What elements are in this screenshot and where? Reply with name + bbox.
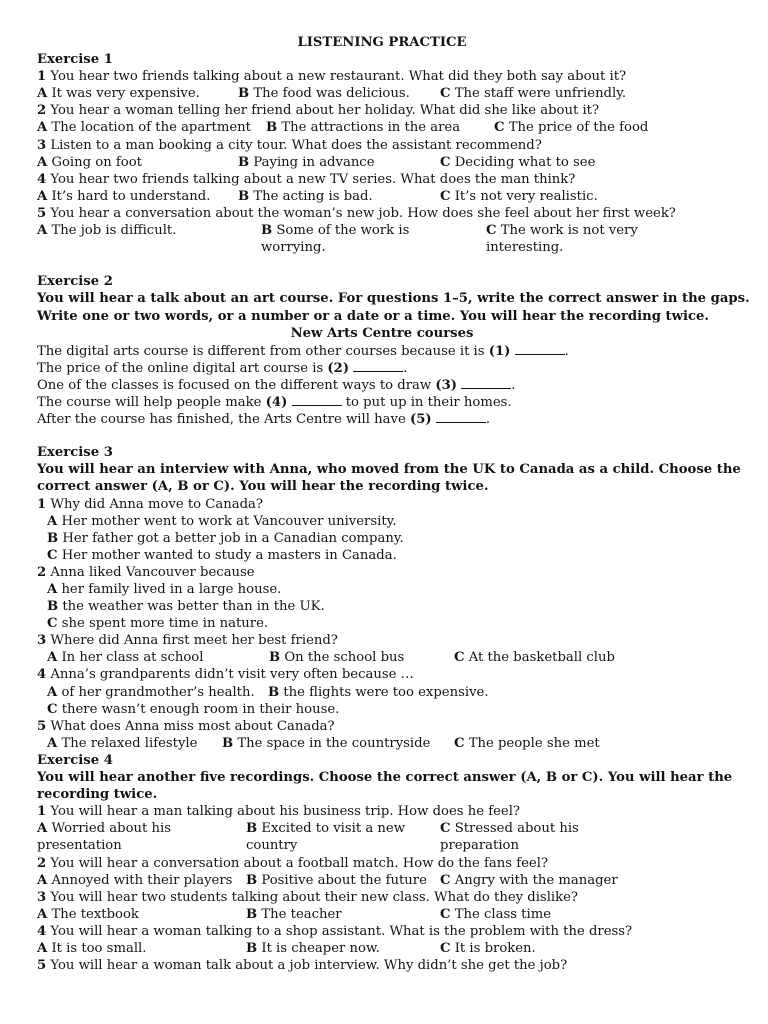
ex4-q5-question: 5 You will hear a woman talk about a job interview. Why didn’t she get the job?	[37, 958, 568, 974]
gap-1-input[interactable]	[515, 342, 565, 355]
option-a: A of her grandmother’s health.	[47, 684, 255, 700]
option-continuation: worrying.	[261, 240, 326, 256]
option-c: C The class time	[440, 906, 552, 922]
ex3-q1-option-b: B Her father got a better job in a Canadian company.	[47, 530, 404, 546]
option-b: B On the school bus	[269, 650, 405, 666]
ex3-q5-question: 5 What does Anna miss most about Canada?	[37, 718, 335, 734]
option-b: B The attractions in the area	[266, 120, 461, 136]
ex1-q2-options	[37, 119, 727, 136]
ex2-instructions-line2: Write one or two words, or a number or a date or a time. You will hear the recording twice.	[37, 308, 710, 324]
ex1-q3-options	[37, 154, 727, 171]
ex4-q2-options	[37, 872, 727, 889]
option-b: B the flights were too expensive.	[268, 684, 489, 700]
option-b: B It is cheaper now.	[246, 940, 380, 956]
ex3-q4-option-c: C there wasn’t enough room in their house.	[47, 701, 340, 717]
gap-3-input[interactable]	[461, 376, 511, 389]
option-b: B The acting is bad.	[238, 188, 373, 204]
ex4-instructions-line1: You will hear another five recordings. Choose the correct answer (A, B or C). You will hear the	[37, 770, 733, 786]
ex3-q2-option-c: C she spent more time in nature.	[47, 616, 269, 632]
ex2-instructions-line1: You will hear a talk about an art course. For questions 1–5, write the correct answer in the gaps.	[37, 291, 750, 307]
page-title: LISTENING PRACTICE	[297, 35, 467, 50]
ex4-q1-options-line2	[37, 837, 727, 854]
exercise-4-heading: Exercise 4	[37, 752, 113, 768]
ex3-q2-option-b: B the weather was better than in the UK.	[47, 599, 325, 615]
option-continuation: presentation	[37, 838, 122, 854]
ex3-q1-question: 1 Why did Anna move to Canada?	[37, 496, 263, 512]
ex3-q5-options	[37, 735, 727, 752]
ex1-q2-question: 2 You hear a woman telling her friend about her holiday. What did she like about it?	[37, 103, 600, 119]
ex4-q3-options	[37, 906, 727, 923]
option-a: A In her class at school	[47, 650, 204, 666]
ex3-q2-question: 2 Anna liked Vancouver because	[37, 564, 255, 580]
ex2-sentence-3: One of the classes is focused on the different ways to draw (3) .	[37, 377, 516, 393]
option-a: A It is too small.	[37, 940, 147, 956]
option-b: B Excited to visit a new	[246, 821, 405, 837]
ex4-q2-question: 2 You will hear a conversation about a football match. How do the fans feel?	[37, 855, 549, 871]
option-c: C It’s not very realistic.	[440, 188, 598, 204]
ex3-instructions-line1: You will hear an interview with Anna, who moved from the UK to Canada as a child. Choose the	[37, 462, 741, 478]
option-c: C It is broken.	[440, 940, 536, 956]
ex1-q1-options	[37, 85, 727, 102]
ex3-q3-options	[37, 649, 727, 666]
option-b: B The space in the countryside	[222, 735, 431, 751]
ex4-q3-question: 3 You will hear two students talking about their new class. What do they dislike?	[37, 889, 578, 905]
ex4-q4-options	[37, 940, 727, 957]
ex3-q3-question: 3 Where did Anna first meet her best friend?	[37, 633, 338, 649]
ex1-q4-question: 4 You hear two friends talking about a new TV series. What does the man think?	[37, 171, 576, 187]
ex2-sentence-2: The price of the online digital art course is (2) .	[37, 360, 408, 376]
option-b: B Paying in advance	[238, 154, 375, 170]
ex2-sentence-5: After the course has finished, the Arts Centre will have (5) .	[37, 412, 491, 428]
option-a: A The job is difficult.	[37, 223, 177, 239]
ex2-subtitle: New Arts Centre courses	[290, 325, 474, 341]
ex1-q3-question: 3 Listen to a man booking a city tour. What does the assistant recommend?	[37, 137, 542, 153]
ex1-q1-question: 1 You hear two friends talking about a new restaurant. What did they both say about it?	[37, 69, 627, 85]
ex3-q1-option-a: A Her mother went to work at Vancouver university.	[47, 513, 397, 529]
ex4-q4-question: 4 You will hear a woman talking to a shop assistant. What is the problem with the dress?	[37, 923, 633, 939]
option-a: A The textbook	[37, 906, 139, 922]
ex4-q1-options-line1	[37, 820, 727, 837]
option-a: A It’s hard to understand.	[37, 188, 211, 204]
ex2-sentence-1: The digital arts course is different from other courses because it is (1) .	[37, 343, 569, 359]
gap-4-input[interactable]	[292, 393, 342, 406]
option-c: C At the basketball club	[454, 650, 615, 666]
option-a: A The relaxed lifestyle	[47, 735, 198, 751]
ex4-instructions-line2: recording twice.	[37, 787, 158, 803]
ex3-q4-question: 4 Anna’s grandparents didn’t visit very often because …	[37, 667, 414, 683]
option-c: C The staff were unfriendly.	[440, 86, 627, 102]
option-c: C Angry with the manager	[440, 872, 618, 888]
option-b: B The food was delicious.	[238, 86, 410, 102]
option-a: A Annoyed with their players	[37, 872, 233, 888]
ex3-q4-options	[37, 684, 727, 701]
option-c: C Deciding what to see	[440, 154, 596, 170]
option-b: B Positive about the future	[246, 872, 427, 888]
ex1-q5-options-line2	[37, 239, 727, 256]
ex4-q1-question: 1 You will hear a man talking about his business trip. How does he feel?	[37, 804, 521, 820]
option-b: B Some of the work is	[261, 223, 410, 239]
ex1-q4-options	[37, 188, 727, 205]
ex3-instructions-line2: correct answer (A, B or C). You will hear the recording twice.	[37, 479, 489, 495]
option-b: B The teacher	[246, 906, 342, 922]
option-c: C The work is not very	[486, 223, 638, 239]
exercise-2-heading: Exercise 2	[37, 274, 113, 290]
exercise-3-heading: Exercise 3	[37, 445, 113, 461]
ex1-q5-question: 5 You hear a conversation about the woman’s new job. How does she feel about her first week?	[37, 205, 676, 221]
worksheet	[37, 34, 750, 974]
ex2-sentence-4: The course will help people make (4) to put up in their homes.	[37, 394, 512, 410]
option-c: C The people she met	[454, 735, 600, 751]
ex1-q5-options-line1	[37, 222, 727, 239]
option-continuation: country	[246, 838, 298, 854]
gap-2-input[interactable]	[353, 359, 403, 372]
option-a: A It was very expensive.	[37, 86, 200, 102]
option-c: C Stressed about his	[440, 821, 579, 837]
gap-5-input[interactable]	[436, 410, 486, 423]
option-a: A The location of the apartment	[37, 120, 251, 136]
option-c: C The price of the food	[494, 120, 649, 136]
option-a: A Going on foot	[37, 154, 142, 170]
ex3-q2-option-a: A her family lived in a large house.	[47, 582, 282, 597]
ex3-q1-option-c: C Her mother wanted to study a masters in Canada.	[47, 547, 397, 563]
exercise-1-heading: Exercise 1	[37, 52, 113, 68]
option-continuation: interesting.	[486, 240, 564, 256]
option-continuation: preparation	[440, 838, 519, 854]
option-a: A Worried about his	[37, 821, 172, 837]
